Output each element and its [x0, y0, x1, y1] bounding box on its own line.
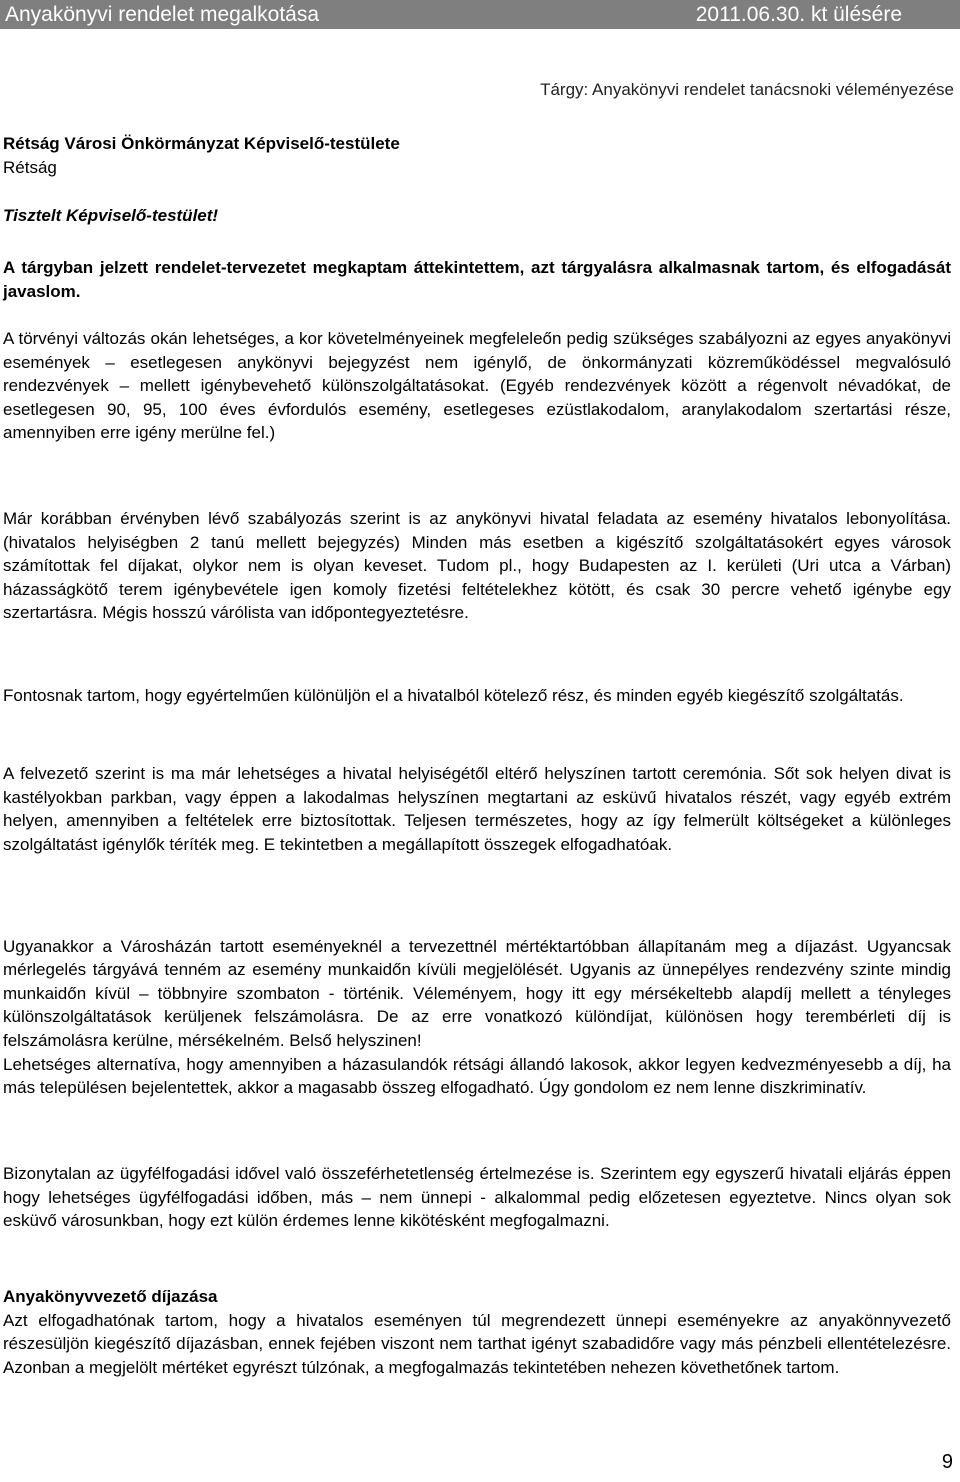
paragraph-text: A törvényi változás okán lehetséges, a kor követelményeinek megfeleleőn pedig szükséges szabályozni az egyes anyakönyvi események – esetlegesen anykönyvi bejegyzést nem igénylő, de önkormányzati közreműködéssel megvalósuló rendezvények – mellett igénybevehető különszolgáltatásokat. (Egyéb rendezvények között a régenvolt névadókat, de esetlegesen 90, 95, 100 éves évfordulós esemény, esetlegeses ezüstlakodalom, aranylakodalom szertartási része, amennyiben erre igény merülne fel.) [3, 329, 951, 443]
section-heading: Anyakönyvvezető díjazása [3, 1287, 218, 1306]
salutation: Tisztelt Képviselő-testület! [3, 206, 219, 225]
subject-line: Tárgy: Anyakönyvi rendelet tanácsnoki véleményezése [540, 80, 954, 99]
paragraph-3 [3, 684, 951, 708]
paragraph-2 [3, 507, 951, 625]
section-text: Azt elfogadhatónak tartom, hogy a hivatalos eseményen túl megrendezett ünnepi eseményekre az anyakönnyvezető részesüljön kiegészítő díjazásban, ennek fejében viszont nem tarthat igényt szabadidőre vagy más pénzbeli ellentételezésre. Azonban a megjelölt mértéket egyrészt túlzónak, a megfogalmazás tekintetében nehezen követhetőnek tartom. [3, 1310, 951, 1377]
paragraph-text: Fontosnak tartom, hogy egyértelműen különüljön el a hivatalból kötelező rész, és minden egyéb kiegészítő szolgáltatás. [3, 686, 904, 705]
paragraph-5 [3, 911, 951, 1123]
header-meeting-date: 2011.06.30. kt ülésére [695, 3, 902, 26]
fee-section [3, 1285, 951, 1379]
intro-text: A tárgyban jelzett rendelet-tervezetet megkaptam áttekintettem, azt tárgyalásra alkalmasnak tartom, és elfogadását javaslom. [3, 258, 951, 301]
addressee-line-2: Rétság [3, 158, 57, 177]
paragraph-text: A felvezető szerint is ma már lehetséges a hivatal helyiségétől eltérő helyszínen tartott ceremónia. Sőt sok helyen divat is kastélyokban parkban, vagy éppen a lakodalmas helyszínen megtartani az esküvű hivatalos részét, vagy egyéb extrém helyen, amennyiben a feltételek erre biztosítottak. Teljesen természetes, hogy az így felmerült költségeket a különleges szolgáltatást igénylők téríték meg. E tekintetben a megállapított összegek elfogadhatóak. [3, 764, 951, 854]
paragraph-6 [3, 1162, 951, 1233]
paragraph-text: Már korábban érvényben lévő szabályozás szerint is az anykönyvi hivatal feladata az esemény hivatalos lebonyolítása. (hivatalos helyiségben 2 tanú mellett bejegyzés) Minden más esetben a kigészítő szolgáltatásokért egyes városok számítottak fel díjakat, olykor nem is olyan keveset. Tudom pl., hogy Budapesten az I. kerületi (Uri utca a Várban) házasságkötő terem igénybevétele igen komoly fizetési feltételekhez kötött, és csak 30 percre vehető igénybe egy szertartásra. Mégis hosszú várólista van időpontegyeztetésre. [3, 509, 951, 623]
page-number: 9 [941, 1451, 953, 1473]
header-title: Anyakönyvi rendelet megalkotása [5, 3, 320, 26]
addressee-line-1: Rétság Városi Önkörmányzat Képviselő-testülete [3, 134, 400, 153]
intro-paragraph [3, 256, 951, 303]
paragraph-text: Bizonytalan az ügyfélfogadási idővel való összeférhetetlenség értelmezése is. Szerintem egy egyszerű hivatali eljárás éppen hogy lehetséges ügyfélfogadási időben, más – nem ünnepi - alkalommal pedig előzetesen egyeztetve. Nincs olyan sok esküvő városunkban, hogy ezt külön érdemes lenne kikötésként megfogalmazni. [3, 1164, 951, 1231]
paragraph-text: Ugyanakkor a Városházán tartott eseményeknél a tervezettnél mértéktartóbban állapítanám meg a díjazást. Ugyancsak mérlegelés tárgyává tenném az esemény munkaidőn kívüli megjelölését. Ugyanis az ünnepélyes rendezvény szinte mindig munkaidőn kívül – többnyire szombaton - történik. Véleményem, hogy itt egy mérsékeltebb alapdíj mellett a tényleges különszolgáltatások kerüljenek felszámolásra. De az erre vonatkozó különdíjat, különösen hogy terembérleti díj is felszámolásra kerülne, mérsékelném. Belső helyszinen! Lehetséges alternatíva, hogy amennyiben a házasulandók rétsági állandó lakosok, akkor legyen kedvezményesebb a díj, ha más településen bejelentettek, akkor a magasabb összeg elfogadható. Úgy gondolom ez nem lenne diszkriminatív. [3, 936, 951, 1098]
paragraph-1 [3, 327, 951, 445]
page-header [0, 0, 960, 29]
paragraph-4 [3, 762, 951, 856]
